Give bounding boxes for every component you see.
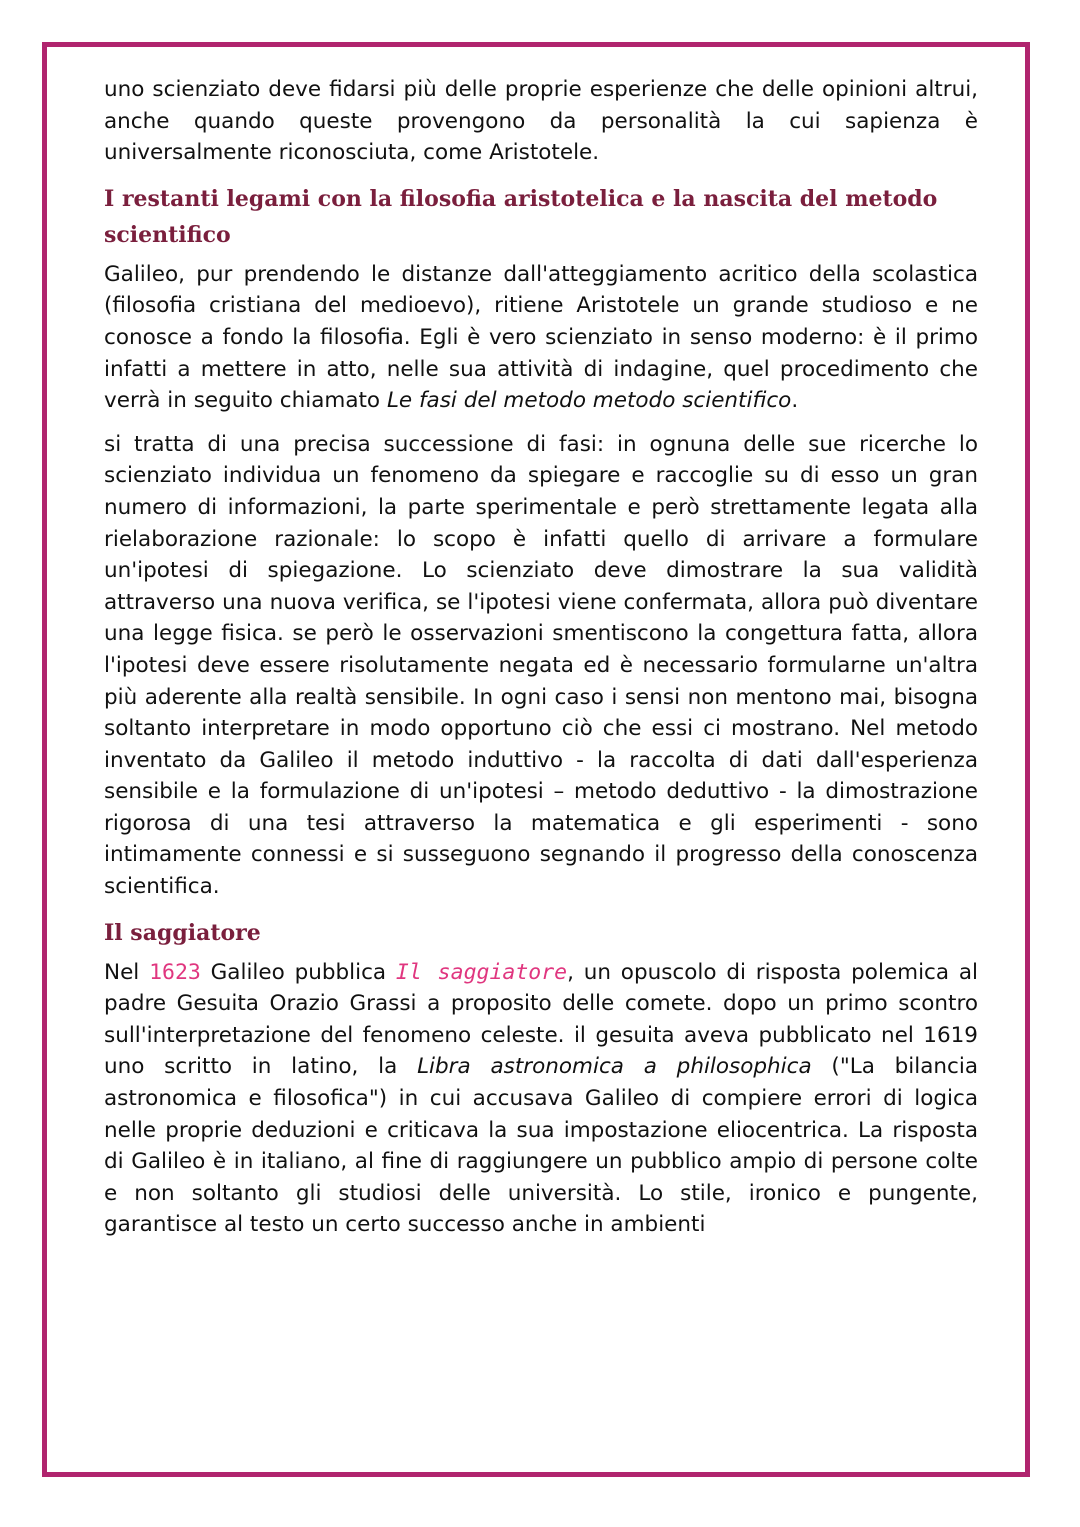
paragraph-saggiatore bbox=[104, 957, 978, 1241]
paragraph-galileo-aristotele bbox=[104, 259, 978, 417]
paragraph-text: Galileo pubblica bbox=[200, 959, 396, 985]
book-title-highlight: Il saggiatore bbox=[395, 959, 568, 985]
paragraph-text: Nel bbox=[104, 959, 150, 985]
year-highlight: 1623 bbox=[149, 959, 201, 985]
italic-phrase-metodo: Le fasi del metodo metodo scientifico bbox=[386, 388, 792, 414]
section-heading-saggiatore: Il saggiatore bbox=[104, 919, 261, 946]
page-content bbox=[104, 74, 978, 1253]
italic-latin-title: Libra astronomica a philosophica bbox=[417, 1054, 812, 1080]
paragraph-intro: uno scienziato deve fidarsi più delle proprie esperienze che delle opinioni altrui, anche quando queste provengono da personalità la cui sapienza è universalmente riconosciuta, come Aristotele. bbox=[104, 77, 978, 166]
paragraph-text: ("La bilancia astronomica e filosofica") in cui accusava Galileo di compiere errori di logica nelle proprie deduzioni e criticava la sua impostazione eliocentrica. La risposta di Galileo è in italiano, al fine di raggiungere un pubblico ampio di persone colte e non soltanto gli studiosi delle università. Lo stile, ironico e pungente, garantisce al testo un certo successo anche in ambienti bbox=[104, 1054, 979, 1238]
paragraph-text: , un opuscolo di risposta polemica al padre Gesuita Orazio Grassi a proposito delle comete. dopo un primo scontro sull'interpretazione del fenomeno celeste. il gesuita aveva pubblicato nel 1619 uno scritto in latino, la bbox=[104, 959, 978, 1080]
paragraph-end: . bbox=[791, 388, 799, 414]
paragraph-text: Galileo, pur prendendo le distanze dall'atteggiamento acritico della scolastica (filosofia cristiana del medioevo), ritiene Aristotele un grande studioso e ne conosce a fondo la filosofia. Egli è vero scienziato in senso moderno: è il primo infatti a mettere in atto, nelle sua attività di indagine, quel procedimento che verrà in seguito chiamato bbox=[104, 261, 978, 414]
section-heading-metodo: I restanti legami con la filosofia aristotelica e la nascita del metodo scientifico bbox=[104, 185, 938, 248]
paragraph-fasi: si tratta di una precisa successione di fasi: in ognuna delle sue ricerche lo scienziato individua un fenomeno da spiegare e raccoglie su di esso un gran numero di informazioni, la parte sperimentale e però strettamente legata alla rielaborazione razionale: lo scopo è infatti quello di arrivare a formulare un'ipotesi di spiegazione. Lo scienziato deve dimostrare la sua validità attraverso una nuova verifica, se l'ipotesi viene confermata, allora può diventare una legge fisica. se però le osservazioni smentiscono la congettura fatta, allora l'ipotesi deve essere risolutamente negata ed è necessario formularne un'altra più aderente alla realtà sensibile. In ogni caso i sensi non mentono mai, bisogna soltanto interpretare in modo opportuno ciò che essi ci mostrano. Nel metodo inventato da Galileo il metodo induttivo - la raccolta di dati dall'esperienza sensibile e la formulazione di un'ipotesi – metodo deduttivo - la dimostrazione rigorosa di una tesi attraverso la matematica e gli esperimenti - sono intimamente connessi e si susseguono segnando il progresso della conoscenza scientifica. bbox=[104, 431, 978, 900]
